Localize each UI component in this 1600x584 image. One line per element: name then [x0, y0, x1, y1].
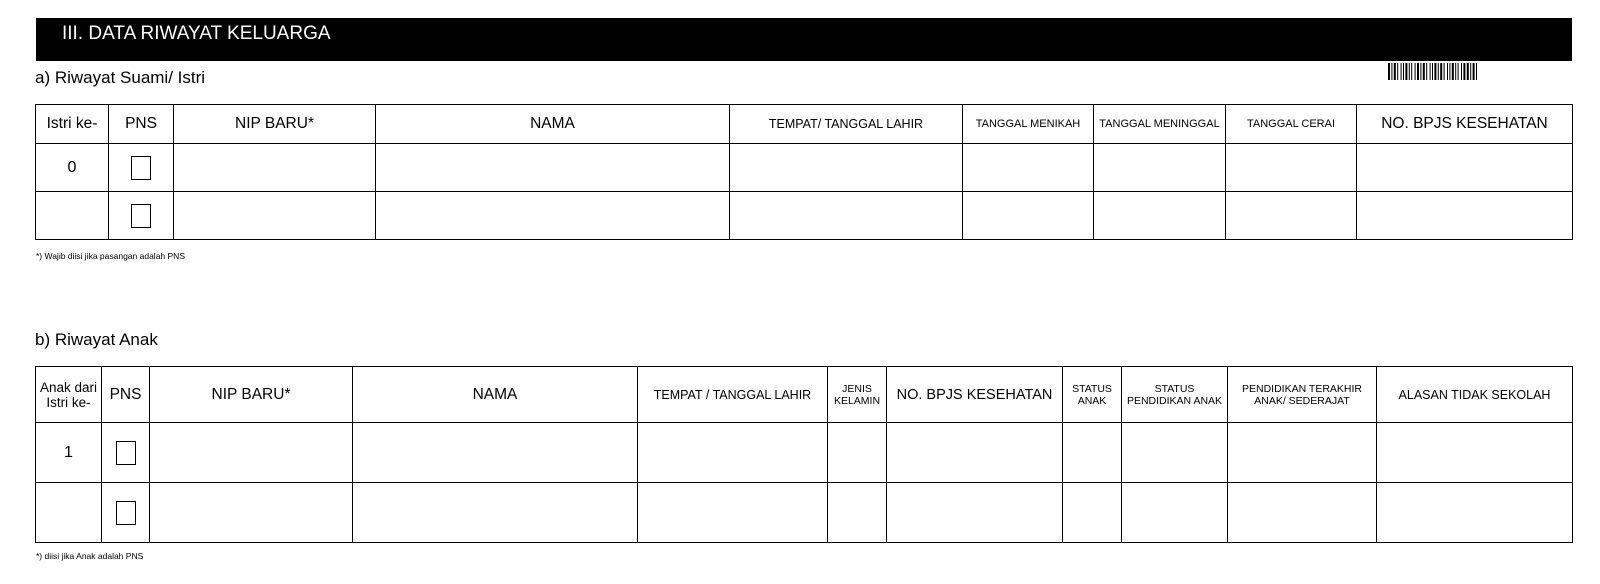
column-header-nip-baru: NIP BARU*: [150, 367, 353, 423]
table-header-row: [36, 105, 1573, 144]
nip-baru-field[interactable]: [150, 423, 353, 483]
tempat-tanggal-lahir-field[interactable]: [638, 423, 828, 483]
column-header-pns: PNS: [102, 367, 150, 423]
section-header-title: III. DATA RIWAYAT KELUARGA: [62, 23, 331, 44]
nama-field[interactable]: [353, 423, 638, 483]
column-header-tanggal-meninggal: TANGGAL MENINGGAL: [1094, 105, 1226, 144]
barcode-image: [1388, 63, 1520, 80]
spouse-history-table: [35, 104, 1573, 240]
pns-cell: [109, 192, 174, 240]
section-b-title: b) Riwayat Anak: [35, 330, 158, 349]
nama-field[interactable]: [376, 144, 730, 192]
column-header-tanggal-cerai: TANGGAL CERAI: [1226, 105, 1357, 144]
column-header-bpjs: NO. BPJS KESEHATAN: [1357, 105, 1573, 144]
table-row: [36, 192, 1573, 240]
tanggal-menikah-field[interactable]: [963, 192, 1094, 240]
nip-baru-field[interactable]: [150, 483, 353, 543]
column-header-nip-baru: NIP BARU*: [174, 105, 376, 144]
tanggal-cerai-field[interactable]: [1226, 144, 1357, 192]
children-history-table: [35, 366, 1573, 543]
table-row: [36, 144, 1573, 192]
column-header-tempat-tanggal-lahir: TEMPAT/ TANGGAL LAHIR: [730, 105, 963, 144]
nama-field[interactable]: [353, 483, 638, 543]
jenis-kelamin-field[interactable]: [828, 483, 887, 543]
pns-checkbox[interactable]: [116, 441, 136, 465]
column-header-status-pendidikan-anak: STATUS PENDIDIKAN ANAK: [1122, 367, 1228, 423]
column-header-alasan-tidak-sekolah: ALASAN TIDAK SEKOLAH: [1377, 367, 1573, 423]
alasan-tidak-sekolah-field[interactable]: [1377, 423, 1573, 483]
table-header-row: [36, 367, 1573, 423]
nip-baru-field[interactable]: [174, 192, 376, 240]
column-header-nama: NAMA: [353, 367, 638, 423]
section-a-title: a) Riwayat Suami/ Istri: [35, 68, 206, 87]
anak-dari-istri-ke-cell: 1: [36, 423, 102, 483]
status-anak-field[interactable]: [1063, 423, 1122, 483]
pns-cell: [102, 423, 150, 483]
status-pendidikan-field[interactable]: [1122, 483, 1228, 543]
column-header-pns: PNS: [109, 105, 174, 144]
table-row: [36, 423, 1573, 483]
istri-ke-cell: 0: [36, 144, 109, 192]
nama-field[interactable]: [376, 192, 730, 240]
pendidikan-terakhir-field[interactable]: [1228, 483, 1377, 543]
column-header-istri-ke: Istri ke-: [36, 105, 109, 144]
bpjs-field[interactable]: [1357, 144, 1573, 192]
column-header-tempat-tanggal-lahir: TEMPAT / TANGGAL LAHIR: [638, 367, 828, 423]
tanggal-meninggal-field[interactable]: [1094, 192, 1226, 240]
bpjs-field[interactable]: [887, 483, 1063, 543]
column-header-jenis-kelamin: JENIS KELAMIN: [828, 367, 887, 423]
column-header-pendidikan-terakhir: PENDIDIKAN TERAKHIR ANAK/ SEDERAJAT: [1228, 367, 1377, 423]
pns-cell: [102, 483, 150, 543]
pns-checkbox[interactable]: [131, 204, 151, 228]
pns-checkbox[interactable]: [131, 156, 151, 180]
pendidikan-terakhir-field[interactable]: [1228, 423, 1377, 483]
alasan-tidak-sekolah-field[interactable]: [1377, 483, 1573, 543]
tanggal-menikah-field[interactable]: [963, 144, 1094, 192]
table-row: [36, 483, 1573, 543]
nip-baru-field[interactable]: [174, 144, 376, 192]
section-b-footnote: *) diisi jika Anak adalah PNS: [36, 551, 144, 561]
pns-cell: [109, 144, 174, 192]
status-anak-field[interactable]: [1063, 483, 1122, 543]
section-a-footnote: *) Wajib diisi jika pasangan adalah PNS: [36, 251, 185, 261]
jenis-kelamin-field[interactable]: [828, 423, 887, 483]
anak-dari-istri-ke-cell: [36, 483, 102, 543]
column-header-nama: NAMA: [376, 105, 730, 144]
column-header-anak-dari-istri-ke: Anak dari Istri ke-: [36, 367, 102, 423]
bpjs-field[interactable]: [1357, 192, 1573, 240]
status-pendidikan-field[interactable]: [1122, 423, 1228, 483]
column-header-bpjs: NO. BPJS KESEHATAN: [887, 367, 1063, 423]
column-header-tanggal-menikah: TANGGAL MENIKAH: [963, 105, 1094, 144]
tanggal-meninggal-field[interactable]: [1094, 144, 1226, 192]
pns-checkbox[interactable]: [116, 501, 136, 525]
istri-ke-cell: [36, 192, 109, 240]
tempat-tanggal-lahir-field[interactable]: [730, 192, 963, 240]
section-header-bar: [36, 18, 1572, 61]
tanggal-cerai-field[interactable]: [1226, 192, 1357, 240]
bpjs-field[interactable]: [887, 423, 1063, 483]
tempat-tanggal-lahir-field[interactable]: [730, 144, 963, 192]
column-header-status-anak: STATUS ANAK: [1063, 367, 1122, 423]
tempat-tanggal-lahir-field[interactable]: [638, 483, 828, 543]
